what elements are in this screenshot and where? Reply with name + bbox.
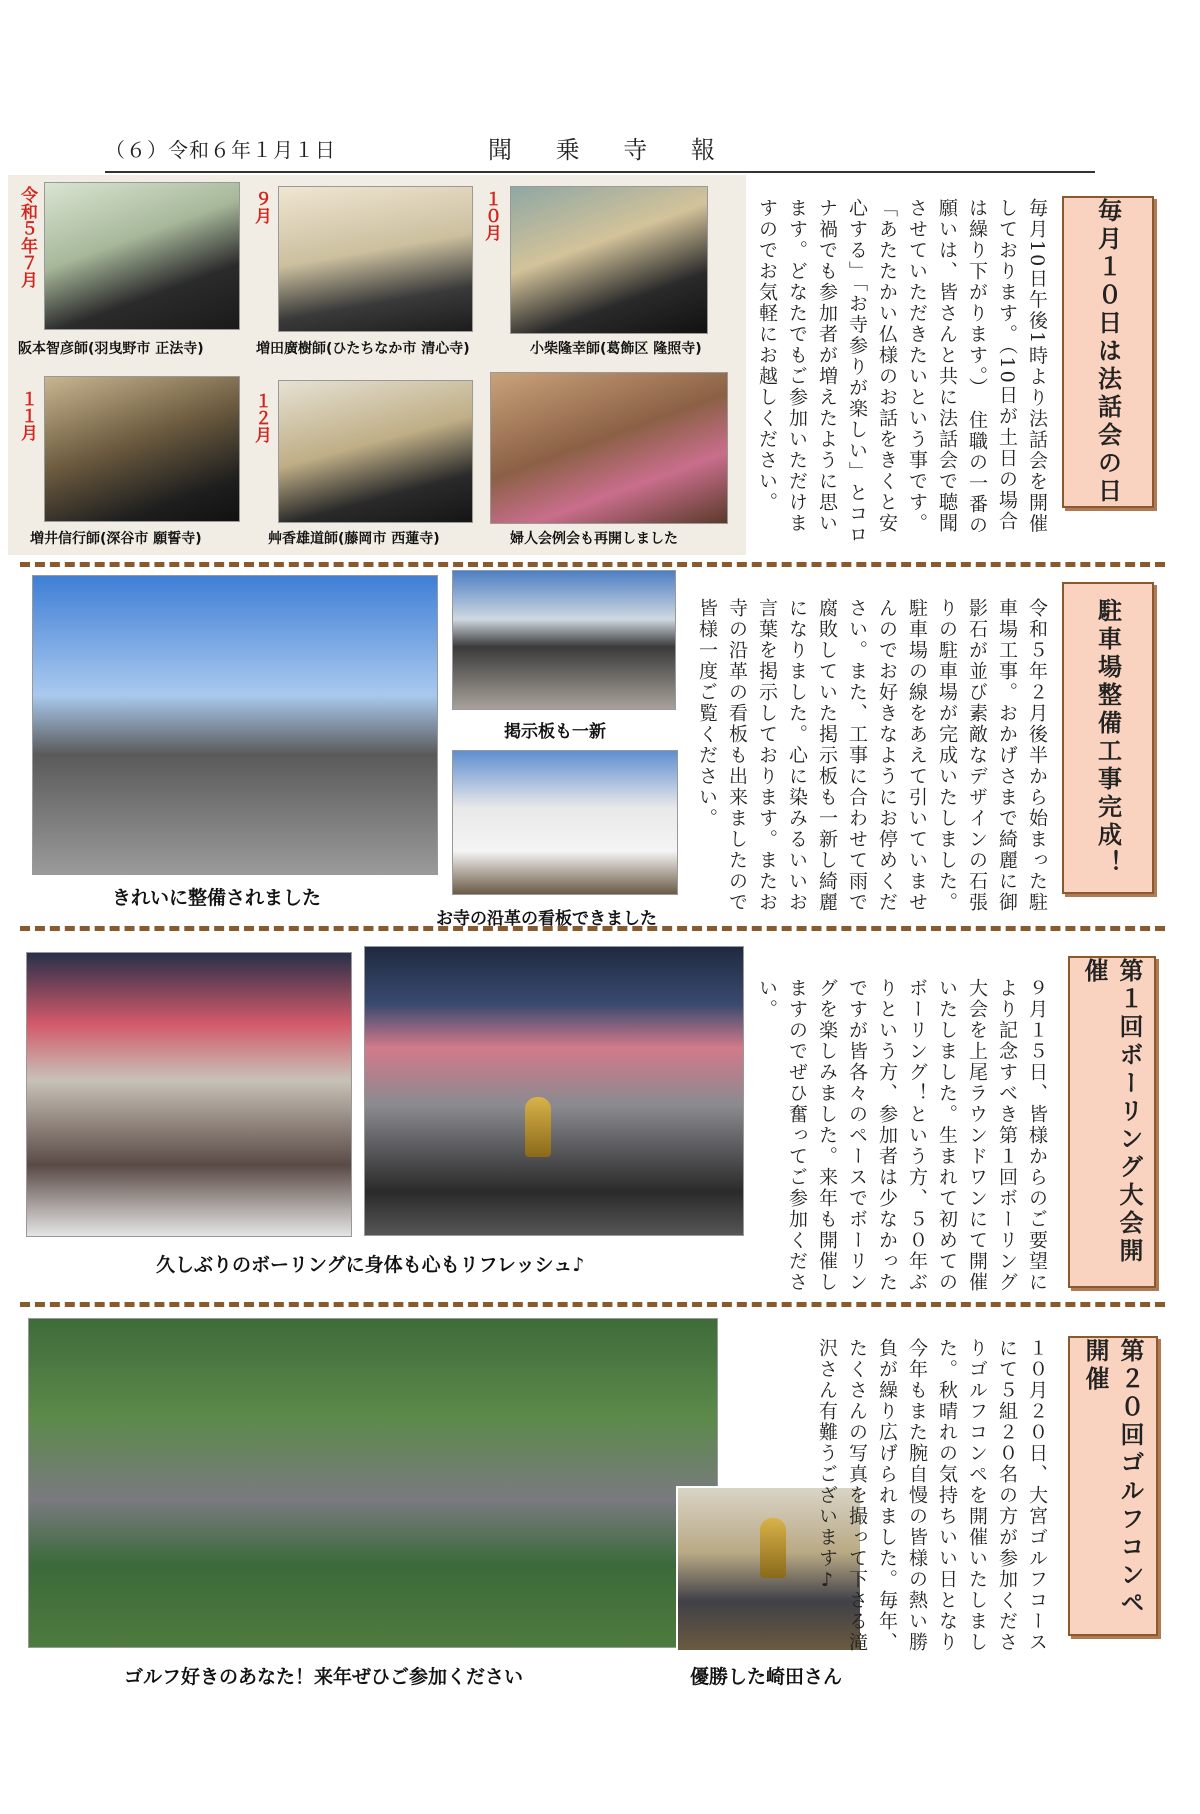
golf-title: 第２０回ゴルフコンペ開催 xyxy=(1068,1336,1158,1636)
photo-history-sign xyxy=(452,750,678,895)
month-label-2023-07: 令和５年７月 xyxy=(17,186,37,288)
photo-notice-board xyxy=(452,570,676,710)
caption-parking-main: きれいに整備されました xyxy=(112,887,322,909)
divider-1 xyxy=(20,562,1165,567)
photo-bowling-lanes xyxy=(26,952,352,1237)
caption-koshiba: 小柴隆幸師(葛飾区 隆照寺) xyxy=(530,341,702,357)
divider-2 xyxy=(20,926,1165,931)
bowling-body: ９月１５日、皆様からのご要望により記念すべき第１回ボーリング大会を上尾ラウンドワンにて開催いたしました。生まれて初めてのボーリング！という方、５０年ぶりという方、参加者は少なかったですが皆各々のペースでボーリングを楽しみました。来年も開催しますのでぜひ奮ってご参加ください。 xyxy=(756,978,1048,1293)
parking-title: 駐車場整備工事完成！ xyxy=(1062,582,1154,894)
parking-body: 令和５年２月後半から始まった駐車場工事。おかげさまで綺麗に御影石が並び素敵なデザインの石張りの駐車場が完成いたしました。駐車場の線をあえて引いていませんのでお好きなようにお停めください。また、工事に合わせて雨で腐敗していた掲示板も一新し綺麗になりました。心に染みるいいお言葉を掲示しております。またお寺の沿革の看板も出来ましたので皆様一度ご覧ください。 xyxy=(696,598,1048,913)
caption-golf-winner: 優勝した崎田さん xyxy=(690,1666,843,1688)
divider-3 xyxy=(20,1302,1165,1307)
caption-history-sign: お寺の沿革の看板できました xyxy=(436,909,657,929)
caption-kusaka: 艸香雄道師(藤岡市 西蓮寺) xyxy=(268,531,440,547)
caption-masui: 増井信行師(深谷市 願誓寺) xyxy=(30,531,202,547)
month-label-10: １０月 xyxy=(481,190,501,241)
photo-parking-lot xyxy=(32,575,438,875)
issue-date: （６）令和６年１月１日 xyxy=(105,138,336,162)
photo-masuda xyxy=(278,186,473,332)
bowling-title: 第１回ボーリング大会開催 xyxy=(1068,956,1156,1288)
newspaper-title: 聞 乗 寺 報 xyxy=(488,136,733,164)
caption-sakamoto: 阪本智彦師(羽曳野市 正法寺) xyxy=(18,341,204,357)
trophy-icon xyxy=(525,1097,551,1157)
photo-bowling-group xyxy=(364,946,744,1236)
golf-body: １０月２０日、大宮ゴルフコースにて５組２０名の方が参加くださりゴルフコンペを開催いたしました。秋晴れの気持ちいい日となり今年もまた腕自慢の皆様の熱い勝負が繰り広げられました。毎年、たくさんの写真を撮って下さる滝沢さん有難うございます♪ xyxy=(816,1338,1048,1653)
photo-koshiba xyxy=(510,186,708,334)
howakai-body: 毎月10日午後1時より法話会を開催しております。（10日が土日の場合は繰り下がります。） 住職の一番の願いは、皆さんと共に法話会で聴聞させていただきたいという事です。「あたたかい仏様のお話をきくと安心する」「お寺参りが楽しい」とコロナ禍でも参加者が増えたように思います。どなたでもご参加いただけますのでお気軽にお越しください。 xyxy=(756,198,1048,546)
header-rule xyxy=(105,171,1095,173)
month-label-12: １２月 xyxy=(251,392,271,443)
photo-masui xyxy=(44,376,240,522)
caption-womens-meeting: 婦人会例会も再開しました xyxy=(510,531,678,547)
caption-masuda: 増田廣樹師(ひたちなか市 清心寺) xyxy=(256,341,470,357)
photo-sakamoto xyxy=(44,182,240,330)
photo-golf-group xyxy=(28,1318,718,1648)
photo-kusaka xyxy=(278,380,473,523)
caption-golf-group: ゴルフ好きのあなた！来年ぜひご参加ください xyxy=(124,1666,524,1688)
howakai-title: 毎月１０日は法話会の日 xyxy=(1062,196,1154,508)
caption-bowling: 久しぶりのボーリングに身体も心もリフレッシュ♪ xyxy=(156,1254,585,1276)
photo-womens-meeting xyxy=(490,372,728,524)
month-label-09: ９月 xyxy=(251,190,271,224)
month-label-11: １１月 xyxy=(17,390,37,441)
caption-notice-board: 掲示板も一新 xyxy=(504,722,606,742)
